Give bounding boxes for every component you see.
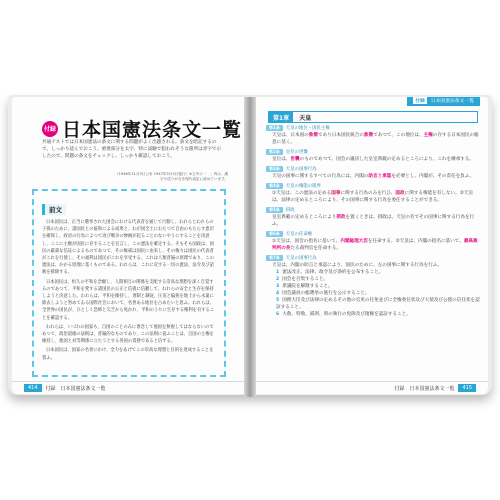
text-segment: であり日本国民統合の [317, 133, 364, 138]
text-segment: を任命する。②天皇は、内閣の指名に基いて、 [367, 239, 464, 244]
right-page [256, 97, 488, 394]
chapter-title: 天皇 [299, 114, 312, 122]
article-sub-item [276, 283, 480, 290]
highlighted-term: 最高裁判所の長 [272, 239, 478, 251]
preamble-paragraph: 日本国民は、恒久の平和を念願し、人間相互の関係を支配する崇高な理想を深く自覚するのであつて、平和を愛する諸国民の公正と信義に信頼して、われらの安全と生存を保持しようと決意した。われらは、平和を維持し、専制と隷従、圧迫と偏狭を地上から永遠に除去しようと努めてゐる国際社会において、名誉ある地位を占めたいと思ふ。われらは、全世界の国民が、ひとしく恐怖と欠乏から免かれ、平和のうちに生存する権利を有することを確認する。 [42, 279, 215, 321]
article-heading: 天皇の国事行為 [285, 167, 317, 172]
article-number: 第5条 [266, 207, 283, 213]
article-item [266, 207, 480, 228]
article-item [266, 125, 480, 146]
preamble-body [42, 219, 216, 362]
article-sub-item [276, 269, 480, 276]
article-item [266, 255, 480, 318]
article-sub-item [276, 311, 480, 318]
article-number: 第2条 [266, 149, 283, 155]
text-segment: ①天皇は、国会の指名に基いて、 [272, 239, 341, 244]
text-segment: のものであつて、国会の議決した皇室典範の定めるところにより、これを継承する。 [299, 157, 475, 162]
text-segment: 皇室典範の定めるところにより [272, 215, 337, 220]
page-number: 414 [24, 384, 42, 392]
article-header [266, 166, 480, 172]
article-list [266, 125, 480, 321]
article-heading: 天皇の任命権 [285, 232, 313, 237]
highlighted-term: 象徴 [308, 133, 318, 138]
article-text [272, 190, 480, 204]
item-text: 衆議院を解散すること。 [282, 284, 333, 289]
book-spine [244, 97, 256, 397]
item-number: 3 [276, 284, 280, 289]
item-text: 国会を召集すること。 [282, 277, 329, 282]
item-number: 4 [276, 291, 280, 296]
appendix-badge: 付録 [42, 121, 58, 137]
footer-label: 付録 日本国憲法条文一覧 [45, 385, 106, 392]
article-number: 第3条 [266, 166, 283, 172]
article-header [266, 231, 480, 237]
page-title-block [42, 115, 242, 142]
article-sub-item [276, 297, 480, 311]
highlighted-term: 主権 [423, 133, 433, 138]
article-header [266, 125, 480, 131]
section-tab-tag: 付録 [415, 99, 425, 104]
article-item [266, 149, 480, 163]
item-number: 5 [276, 298, 280, 303]
article-item [266, 231, 480, 252]
article-number: 第1条 [266, 125, 283, 131]
article-heading: 摂政 [285, 208, 295, 213]
article-text [272, 132, 480, 146]
article-heading: 天皇の国事行為 [285, 256, 317, 261]
article-number: 第4条 [266, 183, 283, 189]
article-number: 第6条 [266, 231, 283, 237]
preamble-paragraph: われらは、いづれの国家も、自国のことのみに専念して他国を無視してはならないのであつて、政治道徳の法則は、普遍的なものであり、この法則に従ふことは、自国の主権を維持し、他国と対等関係に立たうとする各国の責務であると信ずる。 [42, 324, 214, 345]
footer-label: 付録 日本国憲法条文一覧 [394, 385, 455, 392]
preamble-paragraph: 日本国民は、国家の名誉にかけ、全力をあげてこの崇高な理想と目的を達成することを誓ふ。 [42, 348, 214, 361]
section-tab [407, 97, 480, 106]
article-text [272, 214, 480, 228]
preamble-paragraph: 日本国民は、正当に選挙された国会における代表者を通じて行動し、われらとわれらの子孫のために、諸国民との協和による成果と、わが国全土にわたつて自由のもたらす恵沢を確保し、政府の行為によつて再び戦争の惨禍が起ることのないやうにすることを決意し、ここに主権が国民に存することを宣言し、この憲法を確定する。そもそも国政は、国民の厳粛な信託によるものであつて、その権威は国民に由来し、その権力は国民の代表者がこれを行使し、その福利は国民がこれを享受する。これは人類普遍の原理であり、この憲法は、かかる原理に基くものである。われらは、これに反する一切の憲法、法令及び詔勅を排除する。 [42, 220, 214, 276]
highlighted-term: 世襲 [290, 157, 300, 162]
item-text: 憲法改正、法律、政令及び条約を公布すること。 [282, 270, 384, 275]
article-header [266, 183, 480, 189]
chapter-label: 第1章 [269, 112, 293, 122]
highlighted-term: 象徴 [363, 133, 374, 138]
article-header [266, 255, 480, 261]
article-item [266, 183, 480, 204]
article-item [266, 166, 480, 180]
left-page [12, 97, 244, 394]
text-segment: を置くときは、摂政は、天皇の名でその国事に関する行為を行ふ。 [272, 215, 475, 227]
text-segment: に関する権能を有しない。②天皇は、法律の定めるところにより、その国事に関する行為を委任することができる。 [272, 191, 474, 203]
article-heading: 皇位の世襲 [285, 150, 308, 155]
highlighted-term: 国事 [331, 191, 341, 196]
text-segment: ①天皇は、この憲法の定める [272, 191, 332, 196]
page-title: 日本国憲法条文一覧 [62, 119, 243, 141]
text-segment: の存する日本国民の総意に基く。 [272, 133, 479, 145]
highlighted-term: 内閣総理大臣 [340, 239, 368, 244]
text-segment: であつて、この地位は、 [373, 133, 424, 138]
chapter-header [268, 111, 478, 123]
promulgation-note: （1946年11月3日公布 1947年5月3日施行）※文中の「 」内は、漢字や送りがなを現代表記に改めています。 [115, 172, 228, 181]
article-text [272, 262, 480, 269]
text-segment: 天皇の国事に関するすべての行為には、内閣の [272, 174, 369, 179]
text-segment: に関する行為のみを行ひ、 [340, 191, 396, 196]
page-number: 415 [458, 384, 476, 392]
text-segment: 皇位は、 [272, 157, 291, 162]
article-text [272, 173, 480, 180]
article-text [272, 156, 480, 163]
article-header [266, 149, 480, 155]
text-segment: 天皇は、日本国の [272, 133, 309, 138]
section-tab-label: 日本国憲法条文一覧 [430, 99, 474, 104]
highlighted-term: 国政 [395, 191, 405, 196]
highlighted-term: 助言と承認 [368, 174, 392, 179]
article-number: 第7条 [266, 255, 283, 261]
intro-text: 共通テストでは日本国憲法の条文に関する問題がよく出題される。条文を暗記するので、しっかり読んでおこう。重要部分を太字、特に試験で狙われそうな箇所は赤字で示したので、問題の条文をチェックし、しっかり確認しておこう。 [42, 140, 222, 159]
highlighted-term: 摂政 [336, 215, 346, 220]
text-segment: を必要とし、内閣が、その責任を負ふ。 [391, 174, 475, 179]
item-number: 1 [276, 270, 280, 275]
left-page-footer [12, 381, 244, 394]
item-text: 国会議員の総選挙の施行を公示すること。 [282, 291, 370, 296]
item-text: 国務大臣及び法律の定めるその他の官吏の任免並びに全権委任状及び大使及び公使の信任状を認証すること。 [276, 298, 480, 310]
text-segment: たる裁判官を任命する。 [290, 246, 341, 251]
article-header [266, 207, 480, 213]
item-text: 大赦、特赦、減刑、刑の執行の免除及び復権を認証すること。 [282, 312, 411, 317]
text-segment: 天皇は、内閣の助言と承認により、国民のために、左の国事に関する行為を行ふ。 [272, 263, 443, 268]
right-page-footer [256, 381, 488, 394]
item-number: 2 [276, 277, 280, 282]
article-text [272, 238, 480, 252]
article-sub-item [276, 276, 480, 283]
item-number: 6 [276, 312, 280, 317]
preamble-box [32, 189, 226, 377]
article-heading: 天皇の権能の限界 [285, 184, 321, 189]
article-heading: 天皇の地位・国民主権 [285, 126, 330, 131]
preamble-heading: 前文 [42, 204, 66, 215]
article-sub-item [276, 290, 480, 297]
